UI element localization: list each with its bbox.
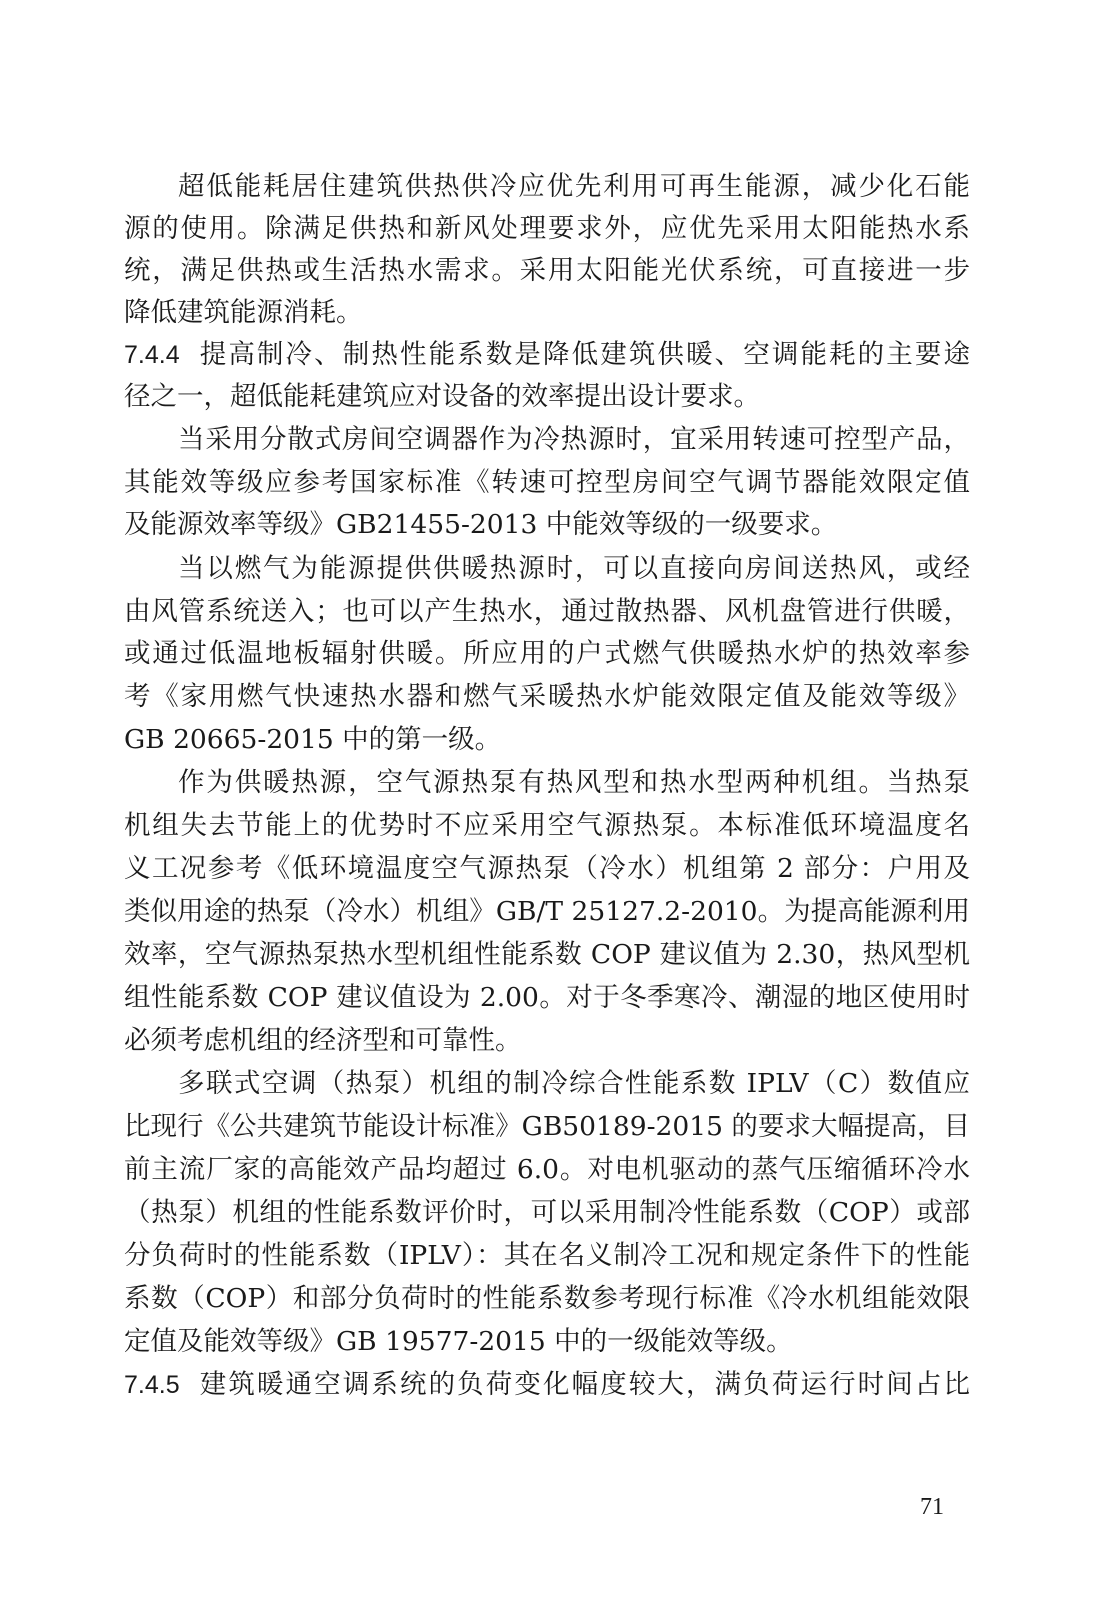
paragraph-line: 径之一，超低能耗建筑应对设备的效率提出设计要求。	[124, 381, 760, 412]
paragraph-line: 作为供暖热源，空气源热泵有热风型和热水型两种机组。当热泵	[178, 767, 970, 798]
paragraph-line: 考《家用燃气快速热水器和燃气采暖热水炉能效限定值及能效等级》	[124, 681, 970, 712]
paragraph-line: 多联式空调（热泵）机组的制冷综合性能系数 IPLV（C）数值应	[178, 1068, 970, 1099]
paragraph-line: 或通过低温地板辐射供暖。所应用的户式燃气供暖热水炉的热效率参	[124, 638, 970, 669]
paragraph-line: 比现行《公共建筑节能设计标准》GB50189-2015 的要求大幅提高，目	[124, 1111, 970, 1142]
paragraph-line: 源的使用。除满足供热和新风处理要求外，应优先采用太阳能热水系	[124, 213, 970, 244]
paragraph-line: 效率，空气源热泵热水型机组性能系数 COP 建议值为 2.30，热风型机	[124, 939, 970, 970]
clause-line	[124, 336, 970, 374]
clause-number: 7.4.5	[124, 1371, 180, 1399]
clause-text: 提高制冷、制热性能系数是降低建筑供暖、空调能耗的主要途	[197, 339, 970, 370]
page-number: 71	[920, 1494, 944, 1520]
paragraph-line: 类似用途的热泵（冷水）机组》GB/T 25127.2-2010。为提高能源利用	[124, 896, 970, 927]
paragraph-line: 统，满足供热或生活热水需求。采用太阳能光伏系统，可直接进一步	[124, 255, 970, 286]
paragraph-line: 其能效等级应参考国家标准《转速可控型房间空气调节器能效限定值	[124, 467, 970, 498]
paragraph-line: 分负荷时的性能系数（IPLV）：其在名义制冷工况和规定条件下的性能	[124, 1240, 970, 1271]
paragraph-line: 组性能系数 COP 建议值设为 2.00。对于冬季寒冷、潮湿的地区使用时	[124, 982, 970, 1013]
paragraph-line: GB 20665-2015 中的第一级。	[124, 724, 502, 755]
paragraph-line: （热泵）机组的性能系数评价时，可以采用制冷性能系数（COP）或部	[124, 1197, 970, 1228]
clause-number: 7.4.4	[124, 341, 180, 369]
clause-text: 建筑暖通空调系统的负荷变化幅度较大，满负荷运行时间占比	[197, 1369, 970, 1400]
paragraph-line: 机组失去节能上的优势时不应采用空气源热泵。本标准低环境温度名	[124, 810, 970, 841]
paragraph-line: 由风管系统送入；也可以产生热水，通过散热器、风机盘管进行供暖，	[124, 596, 970, 627]
paragraph-line: 定值及能效等级》GB 19577-2015 中的一级能效等级。	[124, 1326, 793, 1357]
paragraph-line: 义工况参考《低环境温度空气源热泵（冷水）机组第 2 部分：户用及	[124, 853, 970, 884]
paragraph-line: 超低能耗居住建筑供热供冷应优先利用可再生能源，减少化石能	[178, 171, 970, 202]
paragraph-line: 当以燃气为能源提供供暖热源时，可以直接向房间送热风，或经	[178, 553, 970, 584]
paragraph-line: 及能源效率等级》GB21455-2013 中能效等级的一级要求。	[124, 509, 838, 540]
paragraph-line: 系数（COP）和部分负荷时的性能系数参考现行标准《冷水机组能效限	[124, 1283, 970, 1314]
paragraph-line: 必须考虑机组的经济型和可靠性。	[124, 1025, 522, 1056]
paragraph-line: 降低建筑能源消耗。	[124, 297, 363, 328]
paragraph-line: 当采用分散式房间空调器作为冷热源时，宜采用转速可控型产品，	[178, 424, 970, 455]
paragraph-line: 前主流厂家的高能效产品均超过 6.0。对电机驱动的蒸气压缩循环冷水	[124, 1154, 970, 1185]
clause-line	[124, 1366, 970, 1404]
